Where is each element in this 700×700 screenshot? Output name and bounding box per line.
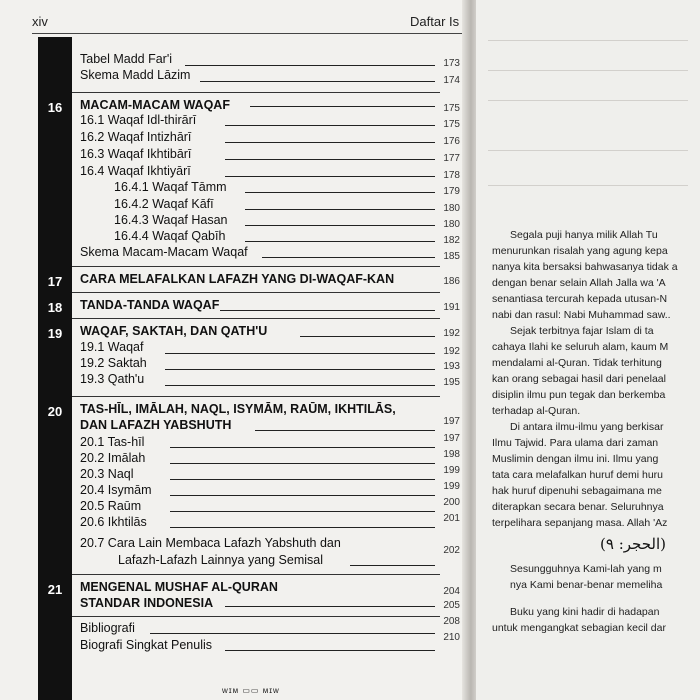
show-through-line (488, 40, 688, 41)
show-through-line (488, 100, 688, 101)
toc-page-number: 191 (443, 302, 460, 313)
leader-line (165, 369, 435, 370)
page-number: xiv (32, 14, 48, 29)
toc-entry[interactable]: 20.1 Tas-hīl (80, 435, 145, 449)
body-text-line: hak huruf dipenuhi sebagaimana me (492, 485, 662, 497)
toc-page-number: 180 (443, 203, 460, 214)
leader-line (245, 241, 435, 242)
toc-entry[interactable]: 19.3 Qath'u (80, 372, 145, 386)
leader-line (170, 511, 435, 512)
toc-chapter-title[interactable]: TAS-HĪL, IMĀLAH, NAQL, ISYMĀM, RAŪM, IKHTILĀS, (80, 402, 396, 416)
toc-page-number: 202 (443, 545, 460, 556)
body-text-line: terpelihara sepanjang masa. Allah 'Az (492, 517, 668, 529)
body-text-line: senantiasa tercurah kepada utusan-N (492, 293, 668, 305)
body-text-line: dengan benar selain Allah Jalla wa 'A (492, 277, 666, 289)
body-text-line: terhadap al-Quran. (492, 405, 581, 417)
toc-entry[interactable]: 20.4 Isymām (80, 483, 152, 497)
toc-entry[interactable]: 20.2 Imālah (80, 451, 146, 465)
toc-page-number: 182 (443, 235, 460, 246)
body-text-line: nabi dan rasul: Nabi Muhammad saw.. (492, 309, 671, 321)
leader-line (170, 527, 435, 528)
toc-entry[interactable]: 20.5 Raūm (80, 499, 142, 513)
toc-entry-cont[interactable]: Lafazh-Lafazh Lainnya yang Semisal (118, 553, 323, 567)
toc-page-number: 197 (443, 416, 460, 427)
leader-line (255, 430, 435, 431)
body-text-line: Buku yang kini hadir di hadapan (510, 606, 660, 618)
leader-line (262, 257, 435, 258)
body-text-line: nya Kami benar-benar memeliha (510, 579, 663, 591)
toc-entry[interactable]: Bibliografi (80, 621, 135, 635)
arabic-verse-citation: (الحجر: ٩) (600, 535, 666, 553)
leader-line (200, 81, 435, 82)
toc-chapter-title-cont[interactable]: STANDAR INDONESIA (80, 596, 214, 610)
toc-entry[interactable]: Biografi Singkat Penulis (80, 638, 213, 652)
leader-line (220, 310, 435, 311)
toc-page-number: 201 (443, 513, 460, 524)
body-text-line: tata cara melafalkan huruf demi huru (492, 469, 664, 481)
body-text-line: untuk mengangkat sebagian kecil dar (492, 622, 666, 634)
toc-page-number: 200 (443, 497, 460, 508)
toc-entry[interactable]: Tabel Madd Far'i (80, 52, 173, 66)
toc-page-number: 178 (443, 170, 460, 181)
toc-page-number: 192 (443, 328, 460, 339)
toc-page-number: 175 (443, 119, 460, 130)
toc-chapter-title[interactable]: TANDA-TANDA WAQAF (80, 298, 220, 312)
chapter-number: 18 (47, 300, 63, 315)
publisher-logo: ᴡɪᴍ ▭▭ ᴍɪᴡ (222, 686, 280, 695)
toc-chapter-title[interactable]: MACAM-MACAM WAQAF (80, 98, 230, 112)
toc-page-number: 177 (443, 153, 460, 164)
chapter-number: 21 (47, 582, 63, 597)
toc-subentry[interactable]: 16.4.3 Waqaf Hasan (114, 213, 228, 227)
section-divider (72, 266, 440, 267)
toc-subentry[interactable]: 16.4.2 Waqaf Kāfī (114, 197, 214, 211)
toc-chapter-title-cont[interactable]: DAN LAFAZH YABSHUTH (80, 418, 232, 432)
section-divider (72, 574, 440, 575)
leader-line (350, 565, 435, 566)
show-through-line (488, 185, 688, 186)
toc-entry[interactable]: 19.1 Waqaf (80, 340, 144, 354)
leader-line (170, 447, 435, 448)
body-text-line: Ilmu Tajwid. Para ulama dari zaman (492, 437, 659, 449)
toc-page-number: 175 (443, 103, 460, 114)
right-page (476, 0, 700, 700)
leader-line (245, 225, 435, 226)
toc-chapter-title[interactable]: CARA MELAFALKAN LAFAZH YANG DI-WAQAF-KAN (80, 272, 395, 286)
leader-line (150, 633, 435, 634)
chapter-number: 19 (47, 326, 63, 341)
body-text-line: cahaya Ilahi ke seluruh alam, kaum M (492, 341, 669, 353)
leader-line (225, 159, 435, 160)
section-divider (72, 92, 440, 93)
body-text-line: Di antara ilmu-ilmu yang berkisar (510, 421, 664, 433)
toc-page-number: 193 (443, 361, 460, 372)
header-rule (32, 33, 462, 34)
body-text-line: Sesungguhnya Kami-lah yang m (510, 563, 662, 575)
leader-line (165, 353, 435, 354)
toc-entry[interactable]: 20.6 Ikhtilās (80, 515, 147, 529)
toc-subentry[interactable]: 16.4.1 Waqaf Tāmm (114, 180, 227, 194)
toc-page-number: 198 (443, 449, 460, 460)
toc-page-number: 204 (443, 586, 460, 597)
body-text-line: Sejak terbitnya fajar Islam di ta (510, 325, 654, 337)
toc-entry[interactable]: 19.2 Saktah (80, 356, 147, 370)
leader-line (170, 479, 435, 480)
leader-line (165, 385, 435, 386)
body-text-line: kan orang sebagai hasil dari penelaal (492, 373, 666, 385)
chapter-number: 16 (47, 100, 63, 115)
leader-line (225, 142, 435, 143)
toc-page-number: 174 (443, 75, 460, 86)
toc-entry[interactable]: 20.3 Naql (80, 467, 134, 481)
leader-line (225, 650, 435, 651)
toc-entry[interactable]: 16.3 Waqaf Ikhtibārī (80, 147, 192, 161)
body-text-line: nanya kita bersaksi bahwasanya tidak a (492, 261, 678, 273)
toc-chapter-title[interactable]: WAQAF, SAKTAH, DAN QATH'U (80, 324, 268, 338)
leader-line (250, 106, 435, 107)
chapter-number-bar (38, 37, 72, 700)
toc-page-number: 197 (443, 433, 460, 444)
body-text-line: mendalami al-Quran. Tidak terhitung (492, 357, 662, 369)
body-text-line: Muslimin dengan ilmu ini. Ilmu yang (492, 453, 659, 465)
chapter-number: 20 (47, 404, 63, 419)
leader-line (245, 209, 435, 210)
leader-line (185, 65, 435, 66)
body-text-line: menurunkan risalah yang agung kepa (492, 245, 668, 257)
toc-chapter-title[interactable]: MENGENAL MUSHAF AL-QURAN (80, 580, 278, 594)
toc-page-number: 180 (443, 219, 460, 230)
toc-page-number: 195 (443, 377, 460, 388)
toc-entry[interactable]: 16.4 Waqaf Ikhtiyārī (80, 164, 191, 178)
chapter-number: 17 (47, 274, 63, 289)
section-divider (72, 292, 440, 293)
leader-line (225, 176, 435, 177)
show-through-line (488, 70, 688, 71)
toc-page-number: 192 (443, 346, 460, 357)
toc-page-number: 210 (443, 632, 460, 643)
body-text-line: diterapkan secara benar. Seluruhnya (492, 501, 664, 513)
body-text-line: disiplin ilmu pun tegak dan berkemba (492, 389, 666, 401)
toc-entry[interactable]: Skema Macam-Macam Waqaf (80, 245, 248, 259)
toc-entry[interactable]: 20.7 Cara Lain Membaca Lafazh Yabshuth dan (80, 536, 341, 550)
body-text-line: Segala puji hanya milik Allah Tu (510, 229, 658, 241)
toc-page-number: 205 (443, 600, 460, 611)
toc-subentry[interactable]: 16.4.4 Waqaf Qabīh (114, 229, 226, 243)
show-through-line (488, 150, 688, 151)
running-header: Daftar Is (410, 14, 460, 29)
leader-line (300, 336, 435, 337)
toc-entry[interactable]: 16.2 Waqaf Intizhārī (80, 130, 192, 144)
leader-line (245, 192, 435, 193)
toc-page-number: 199 (443, 465, 460, 476)
leader-line (225, 606, 435, 607)
section-divider (72, 396, 440, 397)
leader-line (170, 495, 435, 496)
leader-line (170, 463, 435, 464)
section-divider (72, 318, 440, 319)
section-divider (72, 616, 440, 617)
leader-line (225, 125, 435, 126)
toc-page-number: 173 (443, 58, 460, 69)
toc-page-number: 208 (443, 616, 460, 627)
toc-page-number: 186 (443, 276, 460, 287)
toc-page-number: 179 (443, 186, 460, 197)
toc-page-number: 199 (443, 481, 460, 492)
toc-page-number: 176 (443, 136, 460, 147)
toc-page-number: 185 (443, 251, 460, 262)
toc-entry[interactable]: Skema Madd Lāzim (80, 68, 191, 82)
toc-entry[interactable]: 16.1 Waqaf Idl-thirārī (80, 113, 197, 127)
